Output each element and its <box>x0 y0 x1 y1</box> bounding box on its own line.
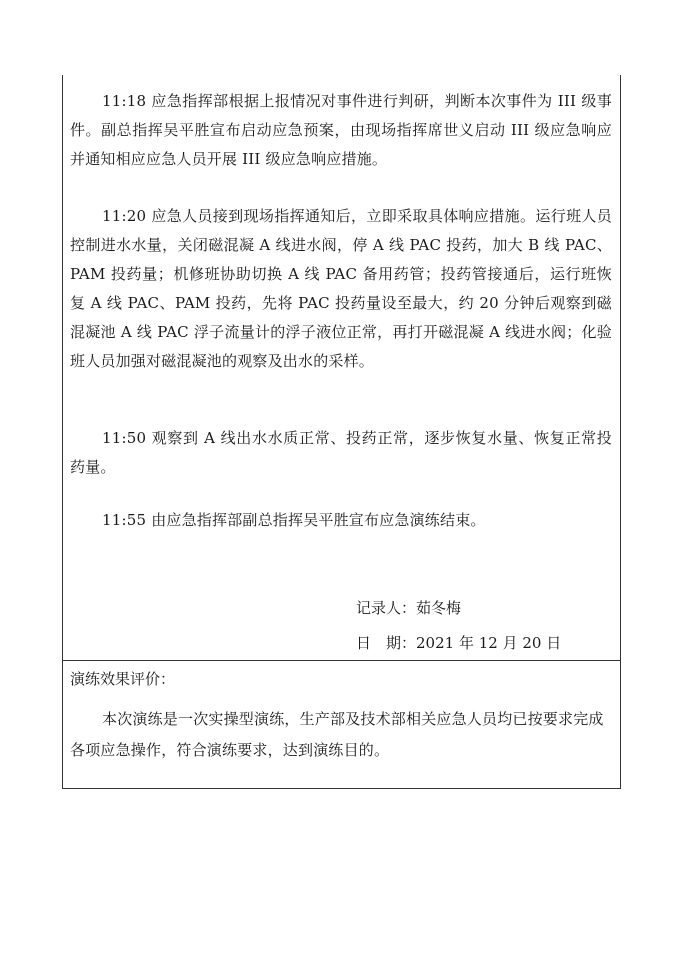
log-entry-1155: 11:55 由应急指挥部副总指挥吴平胜宣布应急演练结束。 <box>102 511 486 529</box>
log-entry-1120: 11:20 应急人员接到现场指挥通知后，立即采取具体响应措施。运行班人员控制进水水量，关闭磁混凝 A 线进水阀，停 A 线 PAC 投药，加大 B 线 PAC、PAM 投药量；机修班协助切换 A 线 PAC 备用药管；投药管接通后，运行班恢复 A 线 PAC、PAM 投药，先将 PAC 投药量设至最大，约 20 分钟后观察到磁混凝池 A 线 PAC 浮子流量计的浮子液位正常，再打开磁混凝 A 线进水阀；化验班人员加强对磁混凝池的观察及出水的采样。 <box>70 207 612 370</box>
recorder-name: 茹冬梅 <box>416 599 462 617</box>
log-entry-1150: 11:50 观察到 A 线出水水质正常、投药正常，逐步恢复水量、恢复正常投药量。 <box>70 429 612 476</box>
date-line <box>356 632 561 654</box>
evaluation-label: 演练效果评价： <box>70 670 176 688</box>
log-entry-1118: 11:18 应急指挥部根据上报情况对事件进行判研，判断本次事件为 III 级事件。副总指挥吴平胜宣布启动应急预案，由现场指挥席世义启动 III 级应急响应并通知相应应急人员开展 III 级应急响应措施。 <box>70 92 612 168</box>
recorder-line <box>356 597 461 619</box>
date-label: 日 期： <box>356 634 417 652</box>
evaluation-text: 本次演练是一次实操型演练，生产部及技术部相关应急人员均已按要求完成各项应急操作，符合演练要求，达到演练目的。 <box>70 710 604 759</box>
date-value: 2021 年 12 月 20 日 <box>416 634 562 652</box>
table-divider <box>62 660 621 661</box>
recorder-label: 记录人： <box>356 599 417 617</box>
